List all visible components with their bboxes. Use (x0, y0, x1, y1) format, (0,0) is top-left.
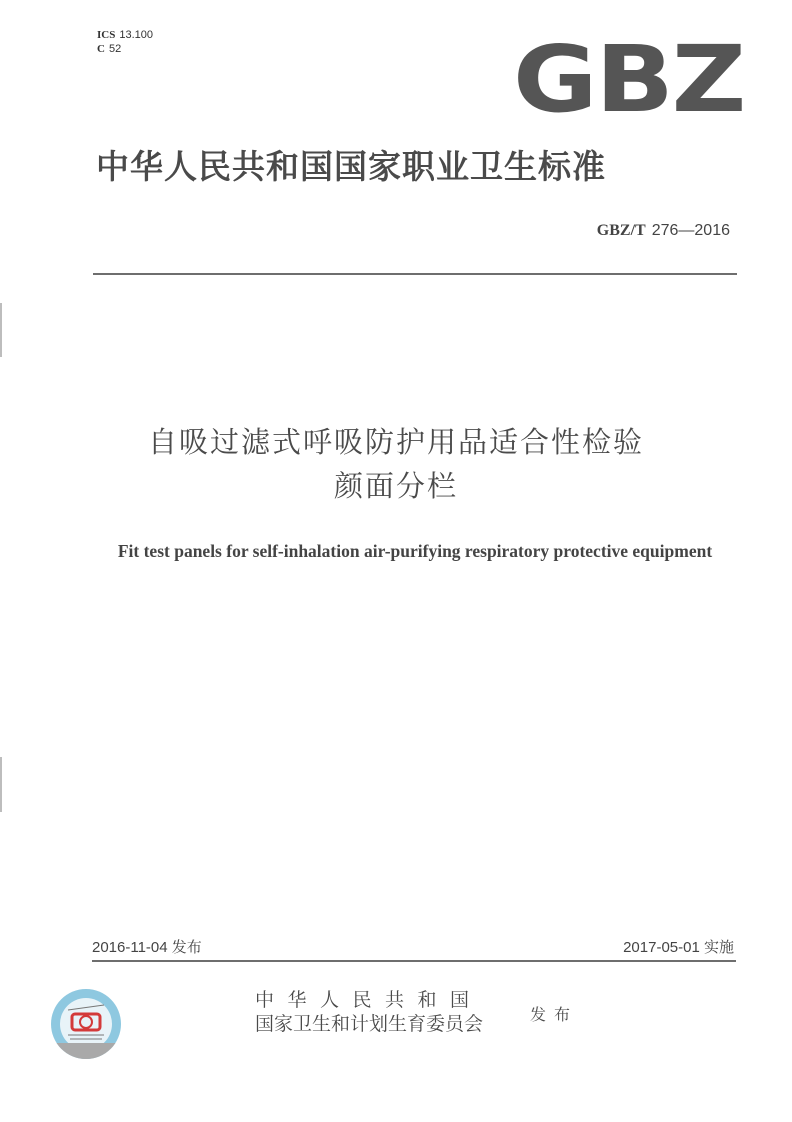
gbz-logo: GBZ (513, 26, 745, 133)
standard-code-prefix: GBZ/T (596, 222, 646, 239)
header-divider (93, 273, 737, 275)
publish-label: 发布 (530, 1005, 579, 1024)
anti-counterfeit-seal-icon (50, 988, 122, 1060)
standard-type-heading: 中华人民共和国国家职业卫生标准 (96, 147, 606, 186)
ccs-code (97, 42, 153, 56)
issuing-authorities (255, 988, 483, 1036)
ccs-value: 52 (108, 43, 122, 55)
classification-codes (97, 28, 153, 56)
ics-value: 13.100 (119, 29, 153, 41)
implementation-date: 2017-05-01 实施 (623, 939, 734, 956)
issuer-state: 中华人民共和国 (255, 989, 483, 1011)
scan-edge-mark-bottom (0, 757, 2, 812)
issue-date: 2016-11-04 发布 (92, 939, 202, 956)
standard-code (597, 220, 730, 240)
ics-label: ICS (97, 29, 116, 41)
footer-divider (92, 960, 736, 962)
english-title: Fit test panels for self-inhalation air-purifying respiratory protective equipment (117, 541, 713, 561)
chinese-title-line-1: 自吸过滤式呼吸防护用品适合性检验 (147, 425, 644, 459)
chinese-title (90, 420, 702, 508)
chinese-title-line-2: 颜面分栏 (333, 469, 458, 503)
scan-edge-mark-top (0, 303, 2, 357)
ics-code (97, 28, 153, 42)
issuer-commission: 国家卫生和计划生育委员会 (255, 1013, 484, 1035)
standard-code-number: 276—2016 (651, 222, 730, 239)
ccs-label: C (97, 43, 105, 55)
